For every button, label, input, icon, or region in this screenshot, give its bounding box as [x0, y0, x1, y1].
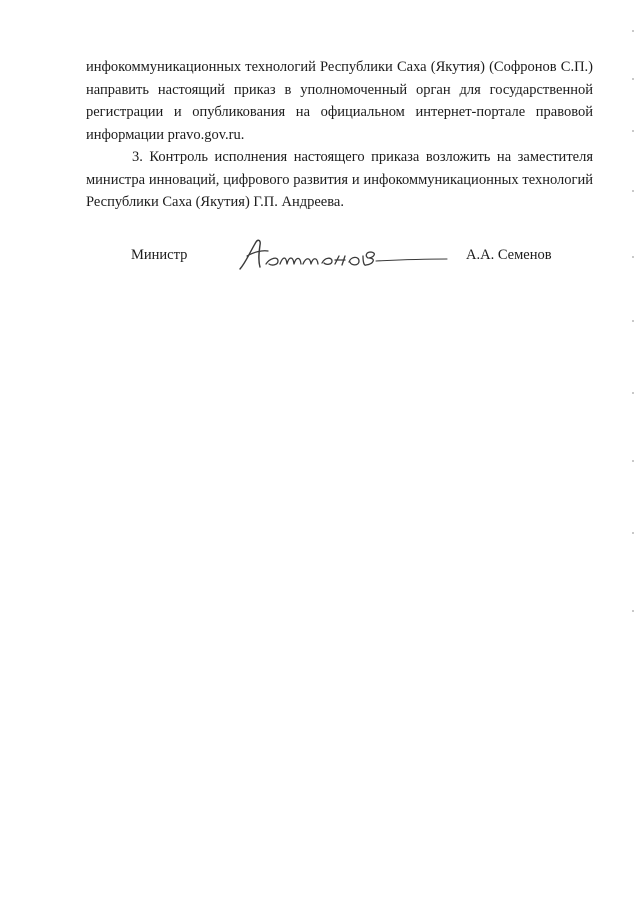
scan-noise-dot [632, 392, 634, 394]
scan-noise-dot [632, 320, 634, 322]
signature-block [0, 228, 640, 278]
handwritten-signature [236, 234, 450, 274]
scan-edge-artifact [632, 20, 634, 660]
scan-noise-dot [632, 532, 634, 534]
paragraph-item-3: 3. Контроль исполнения настоящего приказа возложить на заместителя министра инноваций, цифрового развития и инфокоммуникационных технологий Республики Саха (Якутия) Г.П. Андреева. [86, 149, 593, 210]
signatory-title: Министр [131, 247, 188, 263]
paragraph-continuation: инфокоммуникационных технологий Республики Саха (Якутия) (Софронов С.П.) направить настоящий приказ в уполномоченный орган для государственной регистрации и опубликования на официальном интернет-портале правовой информации pravo.gov.ru. [86, 59, 593, 143]
document-body [86, 56, 593, 214]
scan-noise-dot [632, 78, 634, 80]
signatory-name: А.А. Семенов [466, 247, 552, 263]
scan-noise-dot [632, 256, 634, 258]
scan-noise-dot [632, 190, 634, 192]
scan-noise-dot [632, 610, 634, 612]
scan-noise-dot [632, 460, 634, 462]
scan-noise-dot [632, 30, 634, 32]
scan-noise-dot [632, 130, 634, 132]
